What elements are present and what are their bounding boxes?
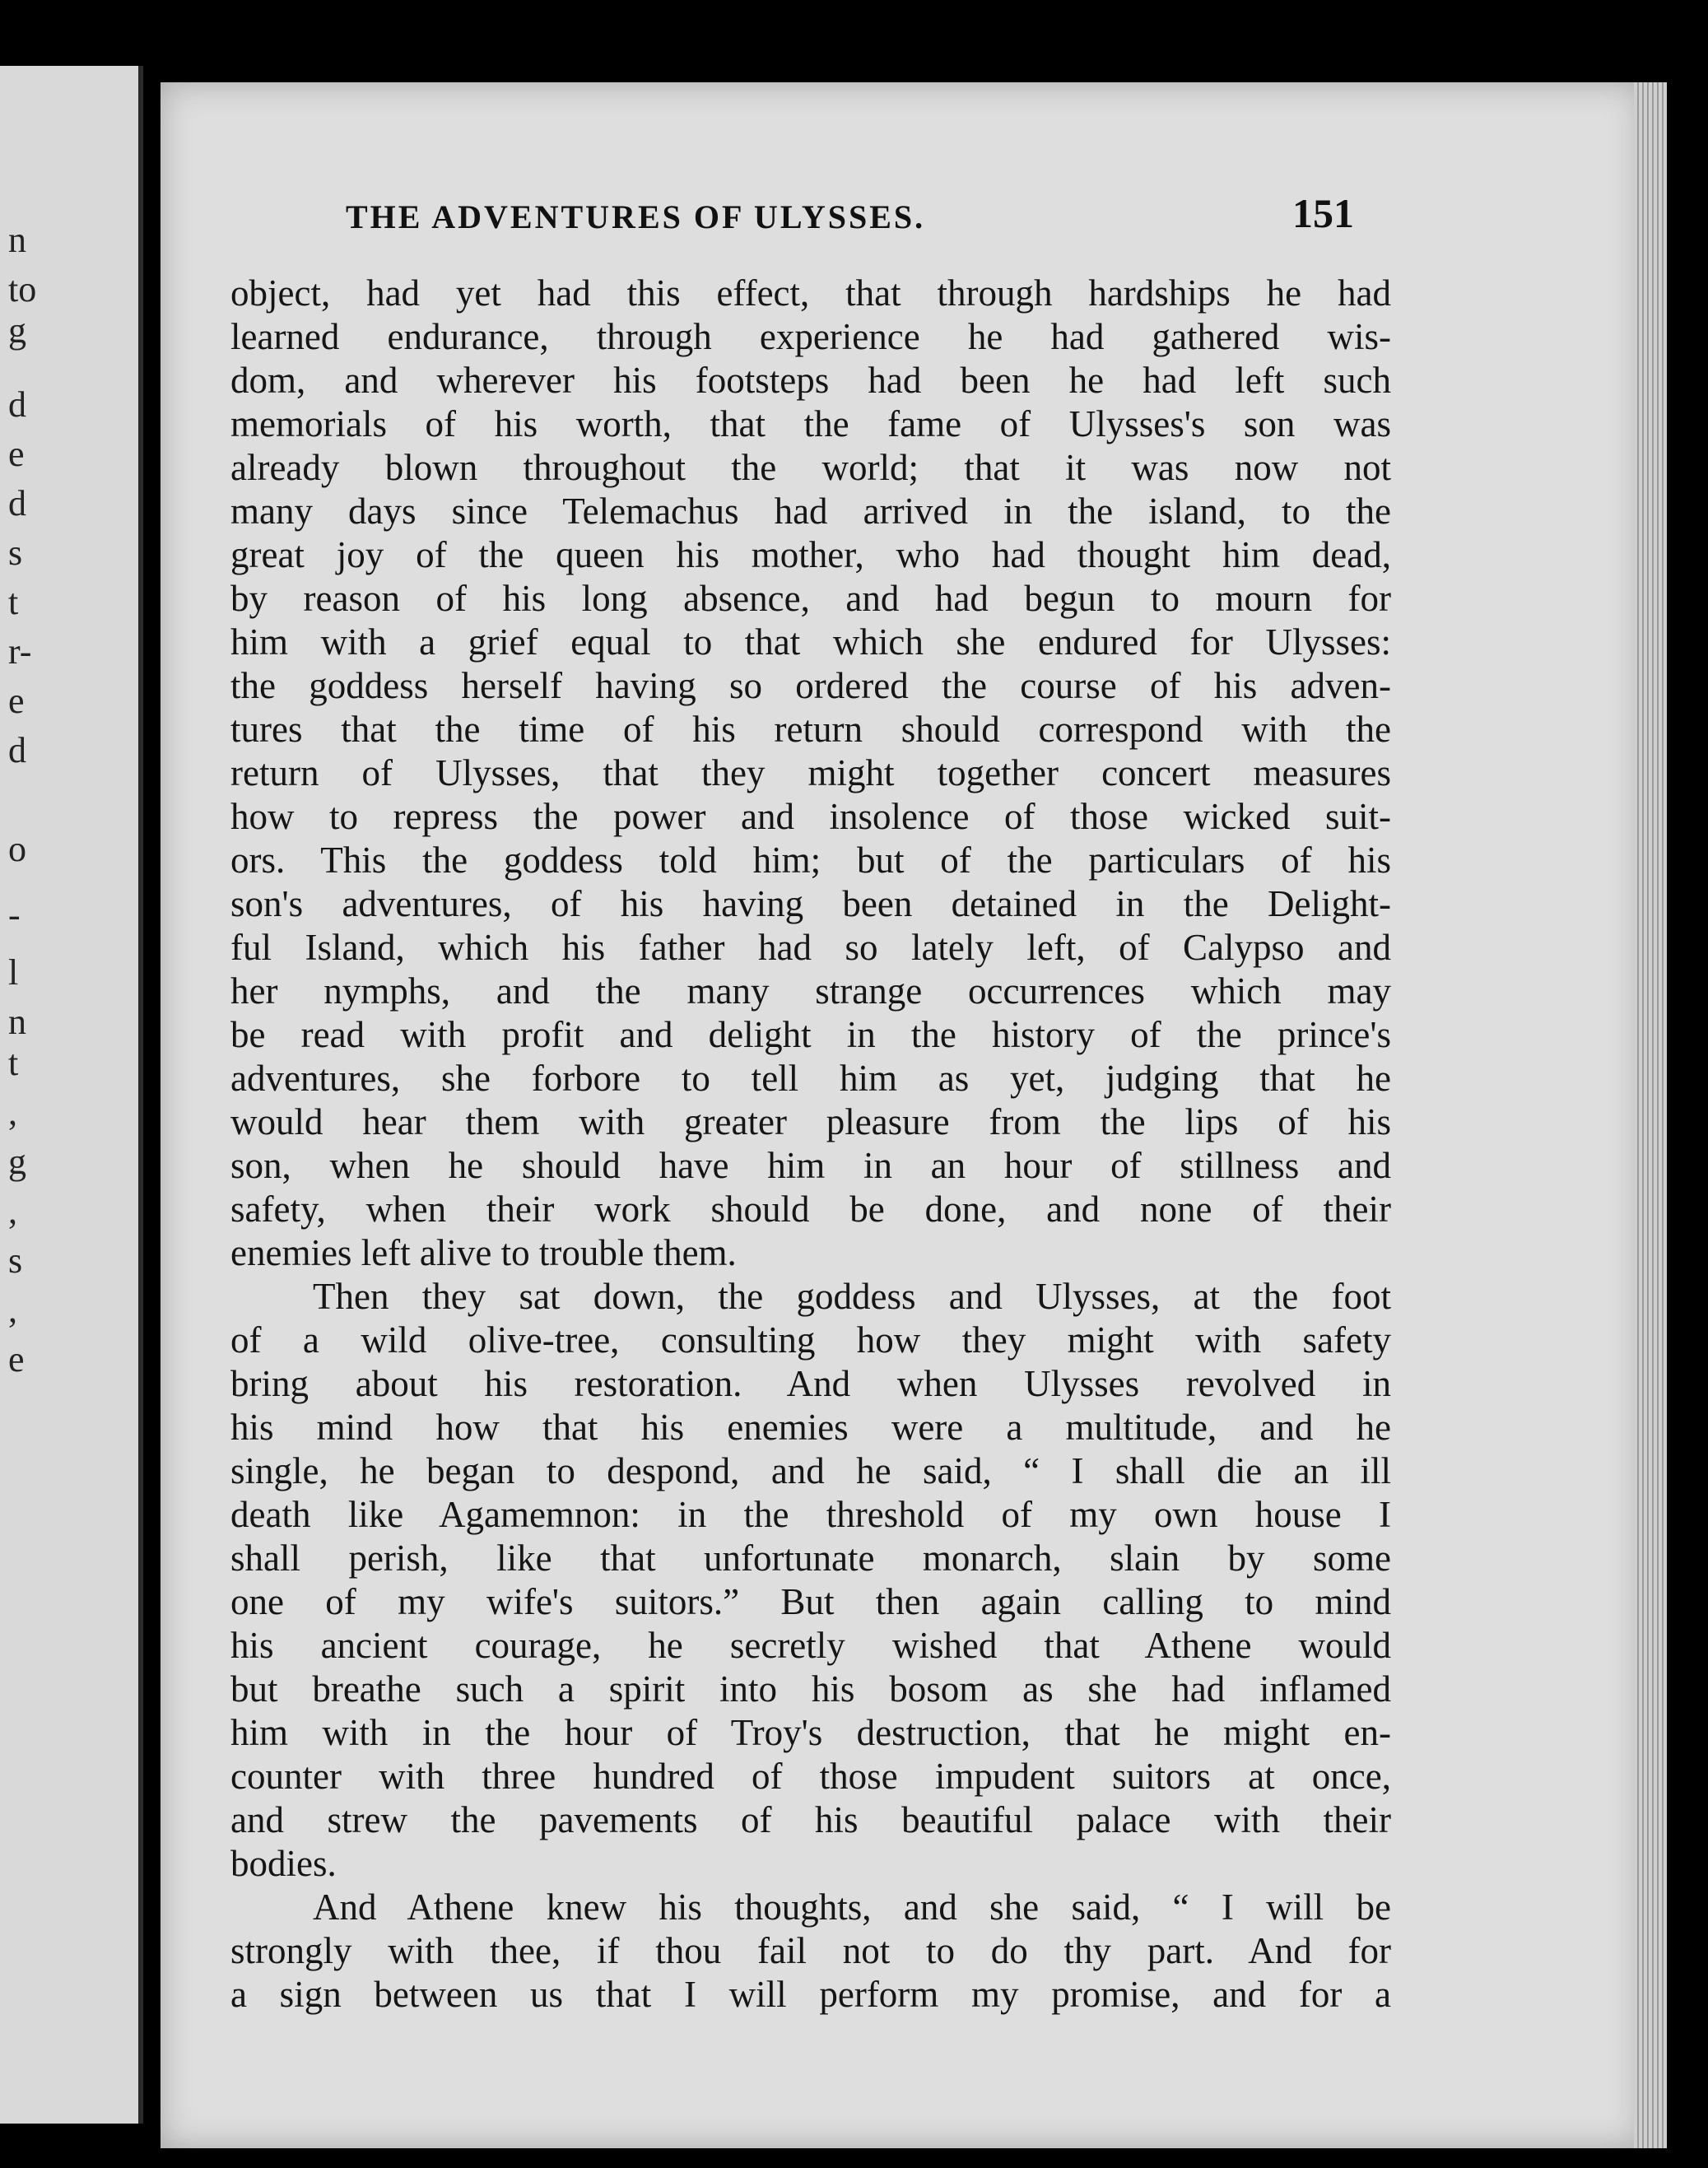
text-line: death like Agamemnon: in the threshold of my own house I bbox=[230, 1494, 1391, 1535]
text-line: learned endurance, through experience he had gathered wis- bbox=[230, 316, 1391, 357]
text-line: single, he began to despond, and he said, “ I shall die an ill bbox=[230, 1450, 1391, 1491]
text-line: many days since Telemachus had arrived in the island, to the bbox=[230, 491, 1391, 532]
text-line: his mind how that his enemies were a multitude, and he bbox=[230, 1407, 1391, 1448]
text-line: how to repress the power and insolence of those wicked suit- bbox=[230, 796, 1391, 837]
text-line: him with in the hour of Troy's destruction, that he might en- bbox=[230, 1712, 1391, 1753]
text-line: of a wild olive-tree, consulting how they might with safety bbox=[230, 1319, 1391, 1361]
left-page-fragment: g bbox=[8, 310, 26, 351]
text-line: ful Island, which his father had so lately left, of Calypso and bbox=[230, 927, 1391, 968]
text-line: and strew the pavements of his beautiful palace with their bbox=[230, 1799, 1391, 1840]
left-page-fragment: , bbox=[8, 1191, 17, 1231]
left-page-fragment: s bbox=[8, 1240, 23, 1281]
left-page-fragment: n bbox=[8, 1002, 26, 1042]
text-line: his ancient courage, he secretly wished that Athene would bbox=[230, 1625, 1391, 1666]
text-line: dom, and wherever his footsteps had been he had left such bbox=[230, 360, 1391, 401]
left-page-fragment: e bbox=[8, 434, 25, 474]
left-page-fragment: d bbox=[8, 384, 26, 425]
left-page-fragment: - bbox=[8, 895, 21, 935]
left-page-fragment: t bbox=[8, 1043, 19, 1083]
text-line: by reason of his long absence, and had begun to mourn for bbox=[230, 578, 1391, 619]
page-number: 151 bbox=[1292, 190, 1354, 236]
text-line: bodies. bbox=[230, 1843, 337, 1884]
text-line: tures that the time of his return should correspond with the bbox=[230, 709, 1391, 750]
text-line: him with a grief equal to that which she endured for Ulysses: bbox=[230, 621, 1391, 663]
left-page-fragment: t bbox=[8, 582, 19, 622]
page-edge bbox=[1634, 82, 1667, 2148]
left-page-fragment: e bbox=[8, 1339, 25, 1379]
text-line: ors. This the goddess told him; but of the particulars of his bbox=[230, 840, 1391, 881]
running-title: THE ADVENTURES OF ULYSSES. bbox=[346, 198, 926, 235]
left-page-fragment: s bbox=[8, 533, 23, 573]
text-line: return of Ulysses, that they might together concert measures bbox=[230, 752, 1391, 793]
text-line: great joy of the queen his mother, who had thought him dead, bbox=[230, 534, 1391, 575]
text-line: object, had yet had this effect, that through hardships he had bbox=[230, 272, 1391, 314]
left-page-fragment: , bbox=[8, 1290, 17, 1330]
text-line: safety, when their work should be done, and none of their bbox=[230, 1189, 1391, 1230]
text-line: would hear them with greater pleasure from the lips of his bbox=[230, 1101, 1391, 1142]
text-line: strongly with thee, if thou fail not to do thy part. And for bbox=[230, 1930, 1391, 1971]
text-line: one of my wife's suitors.” But then again calling to mind bbox=[230, 1581, 1391, 1622]
text-line: but breathe such a spirit into his bosom as she had inflamed bbox=[230, 1668, 1391, 1710]
left-page-fragment: g bbox=[8, 1142, 26, 1182]
text-line: already blown throughout the world; that it was now not bbox=[230, 447, 1391, 488]
left-page-fragment: o bbox=[8, 829, 26, 869]
left-page-fragment: d bbox=[8, 730, 26, 770]
left-page-fragment: l bbox=[8, 952, 19, 993]
text-line: be read with profit and delight in the history of the prince's bbox=[230, 1014, 1391, 1055]
left-page-fragment: e bbox=[8, 681, 25, 721]
text-line: enemies left alive to trouble them. bbox=[230, 1232, 737, 1273]
text-line: son, when he should have him in an hour of stillness and bbox=[230, 1145, 1391, 1186]
left-page-fragment: d bbox=[8, 483, 26, 523]
left-page-fragment: n bbox=[8, 220, 26, 260]
text-line: memorials of his worth, that the fame of Ulysses's son was bbox=[230, 403, 1391, 444]
left-page-fragment: r- bbox=[8, 631, 32, 672]
text-line: And Athene knew his thoughts, and she said, “ I will be bbox=[313, 1887, 1391, 1928]
text-line: counter with three hundred of those impudent suitors at once, bbox=[230, 1756, 1391, 1797]
text-line: adventures, she forbore to tell him as yet, judging that he bbox=[230, 1058, 1391, 1099]
left-facing-page bbox=[0, 66, 143, 2124]
body-text bbox=[230, 272, 1391, 2017]
text-line: bring about his restoration. And when Ulysses revolved in bbox=[230, 1363, 1391, 1404]
text-line: son's adventures, of his having been detained in the Delight- bbox=[230, 883, 1391, 924]
left-page-fragment: to bbox=[8, 269, 37, 309]
text-line: a sign between us that I will perform my promise, and for a bbox=[230, 1974, 1391, 2015]
text-line: Then they sat down, the goddess and Ulysses, at the foot bbox=[313, 1276, 1391, 1317]
left-page-fragment: , bbox=[8, 1092, 17, 1133]
text-line: the goddess herself having so ordered the course of his adven- bbox=[230, 665, 1391, 706]
text-line: her nymphs, and the many strange occurrences which may bbox=[230, 970, 1391, 1012]
text-line: shall perish, like that unfortunate monarch, slain by some bbox=[230, 1538, 1391, 1579]
